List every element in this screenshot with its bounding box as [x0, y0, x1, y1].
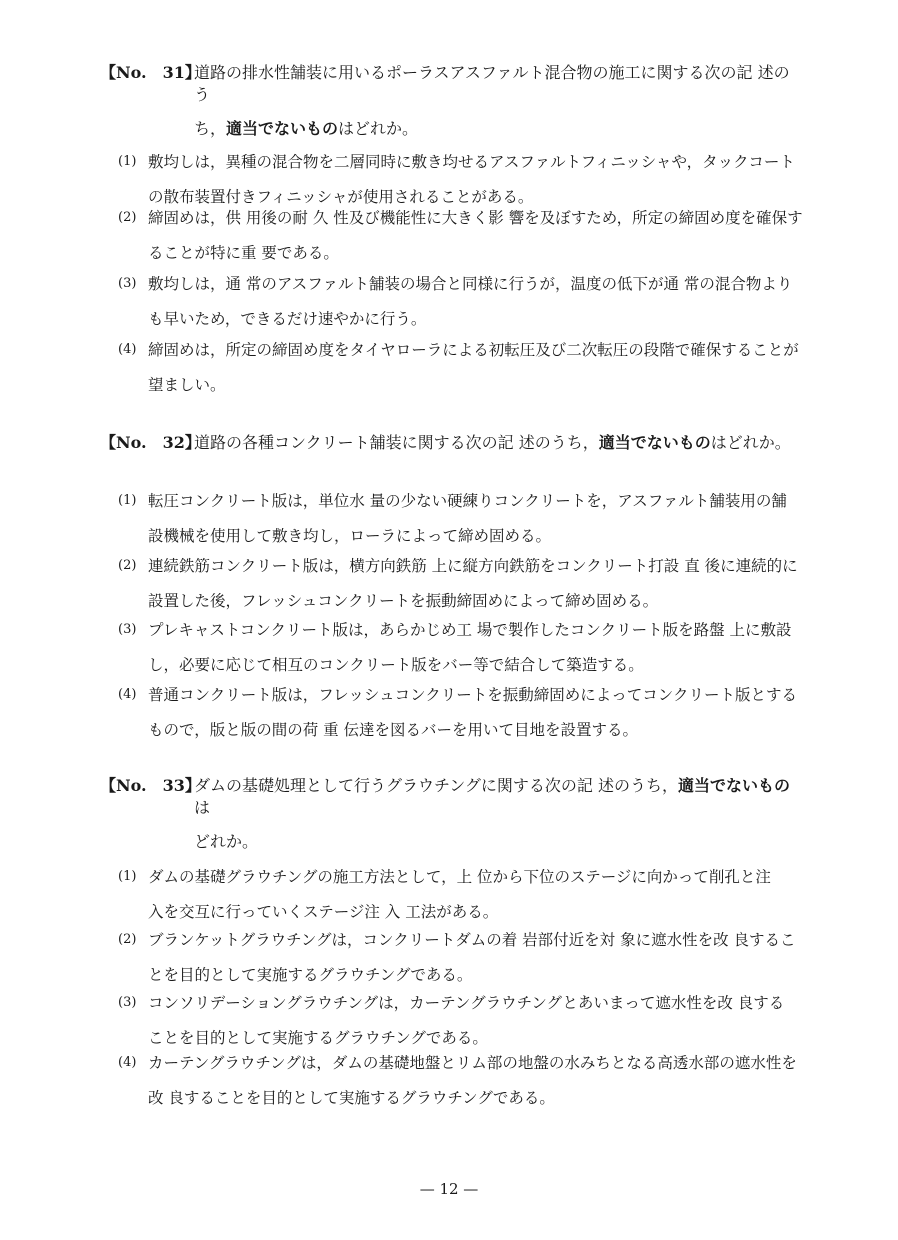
- option-text-line2: 設機械を使用して敷き均し，ローラによって締め固める。: [148, 527, 552, 545]
- option-text-line2: し，必要に応じて相互のコンクリート版をバー等で結合して築造する。: [148, 656, 644, 674]
- option-text-line1: カーテングラウチングは，ダムの基礎地盤とリム部の地盤の水みちとなる高透水部の遮水性を: [148, 1054, 797, 1072]
- stem-text: はどれか。: [338, 119, 419, 138]
- option-label: (1): [118, 869, 137, 884]
- option-text-line1: ブランケットグラウチングは，コンクリートダムの着 岩部付近を対 象に遮水性を改 良するこ: [148, 931, 796, 949]
- answer-option: [118, 1052, 808, 1109]
- option-text-line2: ことを目的として実施するグラウチングである。: [148, 1029, 488, 1047]
- stem-text: ダムの基礎処理として行うグラウチングに関する次の記 述のうち，: [194, 776, 678, 795]
- question-stem-line1: [194, 432, 800, 454]
- option-text-line2: とを目的として実施するグラウチングである。: [148, 966, 473, 984]
- option-text-line2: ることが特に重 要である。: [148, 244, 339, 262]
- answer-option: [118, 339, 808, 396]
- option-text-line2: 入を交互に行っていくステージ注 入 工法がある。: [148, 903, 499, 921]
- option-text-line1: 締固めは，所定の締固め度をタイヤローラによる初転圧及び二次転圧の段階で確保することが: [148, 341, 799, 359]
- answer-option: [118, 555, 808, 612]
- question-number: 【No. 32】: [100, 433, 201, 452]
- question-stem-line2: どれか。: [194, 832, 259, 851]
- option-label: (2): [118, 558, 137, 573]
- stem-emphasis: 適当でないもの: [598, 433, 711, 452]
- question-number: 【No. 31】: [100, 63, 201, 82]
- answer-option: [118, 684, 808, 741]
- question-stem-line1: 道路の排水性舗装に用いるポーラスアスファルト混合物の施工に関する次の記 述のう: [194, 63, 790, 104]
- option-label: (3): [118, 622, 137, 637]
- stem-text: ち，: [194, 119, 227, 138]
- option-text-line2: もので，版と版の間の荷 重 伝達を図るバーを用いて目地を設置する。: [148, 721, 639, 739]
- question-number: 【No. 33】: [100, 776, 201, 795]
- option-label: (4): [118, 1055, 137, 1070]
- option-label: (1): [118, 154, 137, 169]
- stem-emphasis: 適当でないもの: [677, 776, 790, 795]
- answer-option: [118, 619, 808, 676]
- question-32-header: [100, 432, 800, 454]
- option-text-line1: 転圧コンクリート版は，単位水 量の少ない硬練りコンクリートを，アスファルト舗装用の舗: [148, 492, 787, 510]
- option-text-line2: 改 良することを目的として実施するグラウチングである。: [148, 1089, 555, 1107]
- question-stem-line2: [194, 118, 800, 140]
- page-number: — 12 —: [419, 1180, 479, 1198]
- answer-option: [118, 151, 808, 208]
- option-label: (1): [118, 493, 137, 508]
- option-text-line1: 敷均しは，異種の混合物を二層同時に敷き均せるアスファルトフィニッシャや，タックコート: [148, 153, 795, 171]
- option-text-line1: プレキャストコンクリート版は，あらかじめ工 場で製作したコンクリート版を路盤 上に敷設: [148, 621, 792, 639]
- option-text-line1: 締固めは，供 用後の耐 久 性及び機能性に大きく影 響を及ぼすため，所定の締固め度を確保す: [148, 209, 803, 227]
- answer-option: [118, 929, 808, 986]
- option-label: (2): [118, 932, 137, 947]
- option-label: (2): [118, 210, 137, 225]
- option-text-line1: 連続鉄筋コンクリート版は，横方向鉄筋 上に縦方向鉄筋をコンクリート打設 直 後に連続的に: [148, 557, 798, 575]
- stem-text: は: [194, 798, 211, 817]
- question-stem-line1: [194, 775, 800, 819]
- option-text-line2: 設置した後，フレッシュコンクリートを振動締固めによって締め固める。: [148, 592, 659, 610]
- answer-option: [118, 207, 808, 264]
- option-label: (4): [118, 342, 137, 357]
- option-text-line2: も早いため，できるだけ速やかに行う。: [148, 310, 427, 328]
- answer-option: [118, 273, 808, 330]
- answer-option: [118, 490, 808, 547]
- answer-option: [118, 992, 808, 1049]
- option-text-line2: の散布装置付きフィニッシャが使用されることがある。: [148, 188, 534, 206]
- option-label: (4): [118, 687, 137, 702]
- stem-text: 道路の各種コンクリート舗装に関する次の記 述のうち，: [194, 433, 599, 452]
- question-31-header: [100, 62, 800, 140]
- stem-emphasis: 適当でないもの: [226, 119, 339, 138]
- answer-option: [118, 866, 808, 923]
- option-text-line1: 普通コンクリート版は，フレッシュコンクリートを振動締固めによってコンクリート版とする: [148, 686, 797, 704]
- option-label: (3): [118, 995, 137, 1010]
- stem-text: はどれか。: [710, 433, 791, 452]
- question-33-header: [100, 775, 800, 853]
- option-text-line1: コンソリデーショングラウチングは，カーテングラウチングとあいまって遮水性を改 良する: [148, 994, 785, 1012]
- option-text-line1: 敷均しは，通 常のアスファルト舗装の場合と同様に行うが，温度の低下が通 常の混合物より: [148, 275, 793, 293]
- option-text-line2: 望ましい。: [148, 376, 226, 394]
- option-label: (3): [118, 276, 137, 291]
- option-text-line1: ダムの基礎グラウチングの施工方法として，上 位から下位のステージに向かって削孔と注: [148, 868, 771, 886]
